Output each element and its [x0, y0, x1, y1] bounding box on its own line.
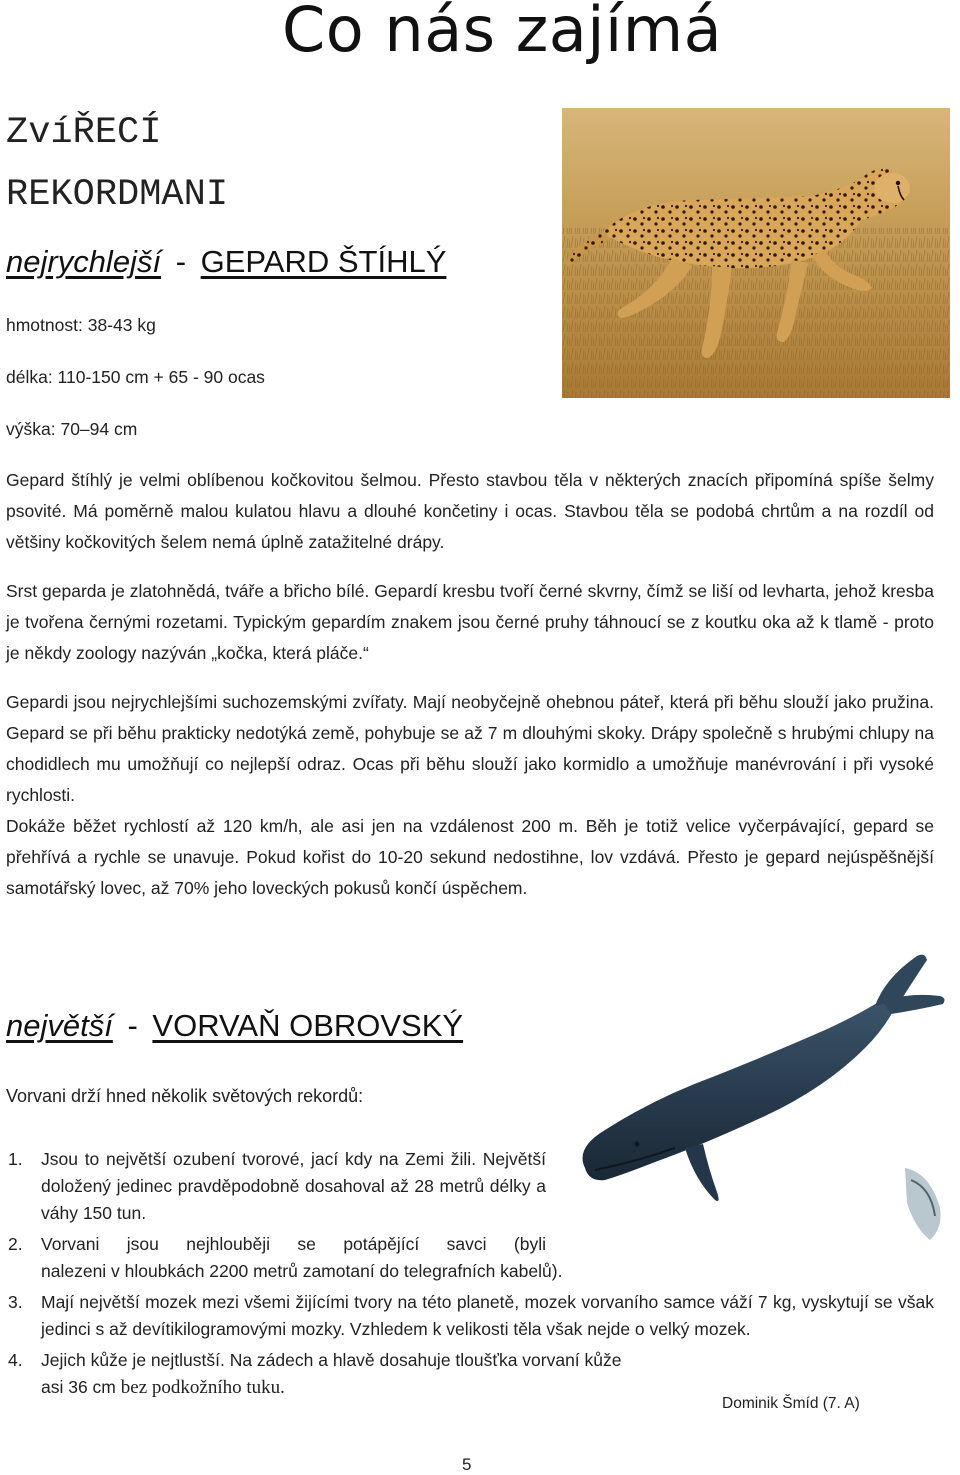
cheetah-length: délka: 110-150 cm + 65 - 90 ocas	[6, 367, 265, 387]
cheetah-heading-name: GEPARD ŠTÍHLÝ	[200, 244, 447, 279]
list-item-number: 2.	[8, 1234, 23, 1254]
cheetah-heading-dash: -	[175, 244, 187, 279]
whale-heading	[6, 1006, 463, 1046]
whale-heading-name: VORVAŇ OBROVSKÝ	[152, 1008, 464, 1043]
section-title: ZvíŘECÍ REKORDMANI	[6, 112, 229, 216]
list-item	[8, 1146, 546, 1227]
whale-heading-dash: -	[127, 1008, 138, 1043]
list-item-text: Jsou to největší ozubení tvorové, jací kdy na Zemi žili. Největší doložený jedinec pravděpodobně dosahoval až 28 metrů délky a váhy 150 tun.	[41, 1149, 546, 1223]
cheetah-paragraph-1: Gepard štíhlý je velmi oblíbenou kočkovitou šelmou. Přesto stavbou těla v některých znacích připomíná spíše šelmy psovité. Má poměrně malou kulatou hlavu a dlouhé končetiny i ocas. Stavbou těla se podobá chrtům a na rozdíl od většiny kočkovitých šelem nemá úplně zatažitelné drápy.	[6, 470, 934, 552]
list-item	[8, 1289, 934, 1343]
list-item	[8, 1231, 934, 1285]
cheetah-paragraph-3: Gepardi jsou nejrychlejšími suchozemskými zvířaty. Mají neobyčejně ohebnou páteř, která při běhu slouží jako pružina. Gepard se při běhu prakticky nedotýká země, pohybuje se až 7 m dlouhými skoky. Drápy společně s hrubými chlupy na chodidlech mu umožňují co nejlepší odraz. Ocas při běhu slouží jako kormidlo a umožňuje manévrování i při vysoké rychlosti.	[6, 692, 934, 805]
list-item-number: 3.	[8, 1292, 23, 1312]
cheetah-photo	[562, 108, 950, 398]
list-item-text: Jejich kůže je nejtlustší. Na zádech a hlavě dosahuje tloušťka vorvaní kůže asi 36 cm	[41, 1350, 622, 1397]
list-item-text: Vorvani jsou nejhlouběji se potápějící savci (byli	[41, 1234, 546, 1254]
page-number: 5	[462, 1455, 472, 1474]
cheetah-weight: hmotnost: 38-43 kg	[6, 315, 156, 335]
masthead-title: Co nás zajímá	[282, 0, 723, 66]
whale-records-list	[8, 1146, 934, 1401]
author-signature: Dominik Šmíd (7. A)	[722, 1395, 860, 1412]
cheetah-paragraph-4: Dokáže běžet rychlostí až 120 km/h, ale asi jen na vzdálenost 200 m. Běh je totiž velice vyčerpávající, gepard se přehřívá a rychle se unavuje. Pokud kořist do 10-20 sekund nedostihne, lov vzdává. Přesto je gepard nejúspěšnější samotářský lovec, až 70% jeho loveckých pokusů končí úspěchem.	[6, 816, 934, 898]
list-item-number: 1.	[8, 1149, 23, 1169]
list-item-text-serif: bez podkožního tuku.	[120, 1377, 285, 1398]
cheetah-text	[6, 465, 934, 904]
cheetah-paragraph-2: Srst geparda je zlatohnědá, tváře a břicho bílé. Gepardí kresbu tvoří černé skvrny, čímž se liší od levharta, jehož kresba je tvořena černými rozetami. Typickým gepardím znakem jsou černé pruhy táhnoucí se z koutku oka až k tlamě - proto je někdy zoology nazýván „kočka, která pláče.“	[6, 581, 934, 663]
cheetah-heading-prefix: nejrychlejší	[6, 244, 162, 279]
list-item-number: 4.	[8, 1350, 23, 1370]
cheetah-height: výška: 70–94 cm	[6, 419, 138, 439]
whale-intro: Vorvani drží hned několik světových rekordů:	[6, 1086, 364, 1106]
cheetah-heading	[6, 242, 446, 282]
whale-heading-prefix: největší	[6, 1008, 113, 1043]
list-item-text: Mají největší mozek mezi všemi žijícími tvory na této planetě, mozek vorvaního samce váží 7 kg, vyskytují se však jedinci s až devítikilogramovými mozky. Vzhledem k velikosti těla však nejde o velký mozek.	[41, 1292, 934, 1339]
list-item-text-continued: nalezeni v hloubkách 2200 metrů zamotaní do telegrafních kabelů).	[41, 1261, 563, 1281]
list-item	[8, 1347, 641, 1401]
